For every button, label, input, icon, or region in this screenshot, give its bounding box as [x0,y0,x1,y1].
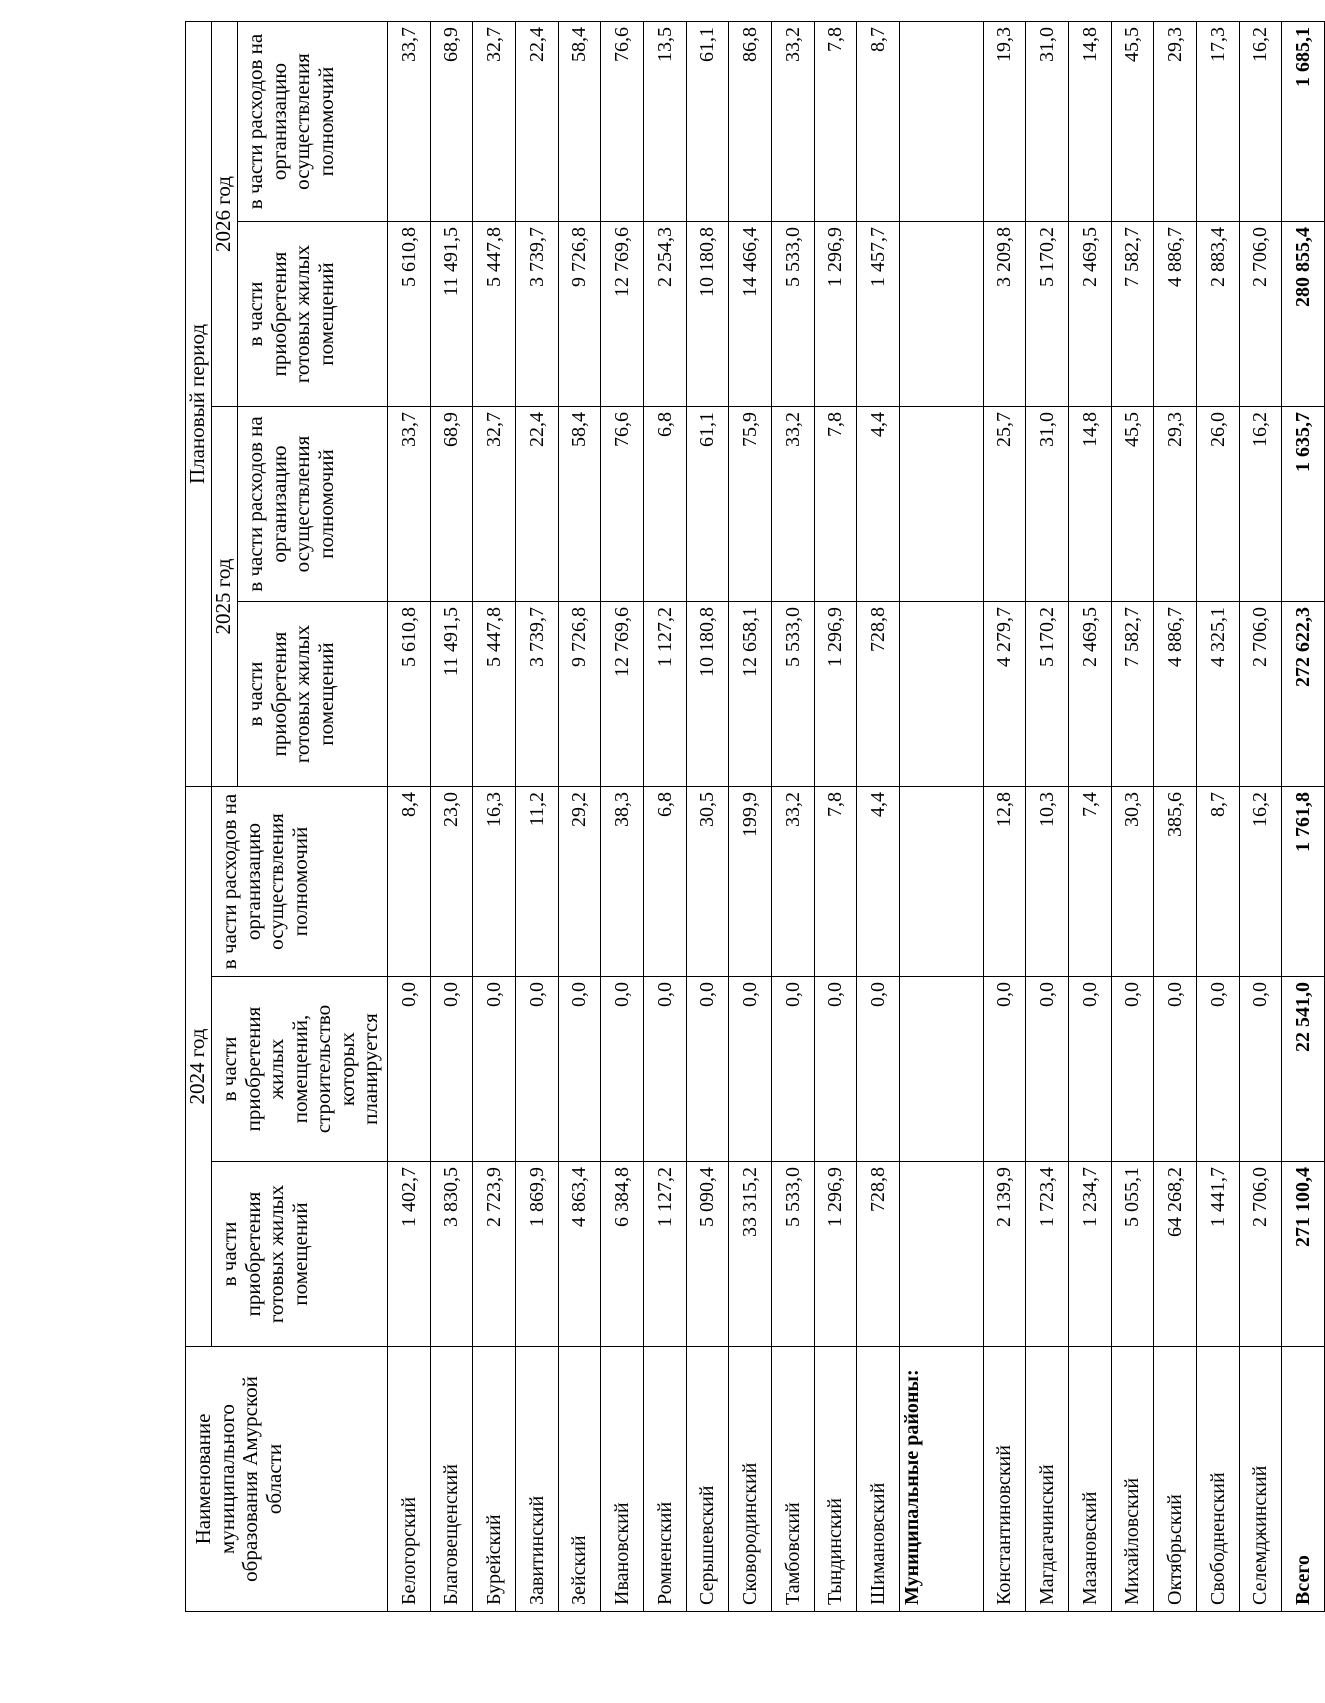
cell-purchase-2026: 2 469,5 [1068,222,1111,407]
rotated-table-wrapper [185,22,1325,1612]
cell-purchase-2024: 3 830,5 [430,1162,473,1347]
header-2026-admin: в части расходов на организацию осуществления полномочий [238,21,388,221]
cell-construction-2024: 0,0 [1068,977,1111,1162]
cell-admin-2025: 16,2 [1239,407,1282,602]
cell-admin-2024: 23,0 [430,787,473,977]
empty-cell [899,1162,983,1347]
municipality-name: Михайловский [1111,1347,1154,1612]
cell-purchase-2025: 1 296,9 [814,602,857,787]
cell-admin-2025: 32,7 [473,407,516,602]
cell-admin-2025: 75,9 [729,407,772,602]
cell-purchase-2025: 4 279,7 [983,602,1026,787]
cell-admin-2025: 76,6 [601,407,644,602]
cell-purchase-2025: 3 739,7 [515,602,558,787]
municipality-name: Октябрьский [1154,1347,1197,1612]
cell-admin-2025: 58,4 [558,407,601,602]
cell-purchase-2024: 2 139,9 [983,1162,1026,1347]
cell-purchase-2026: 14 466,4 [729,222,772,407]
cell-purchase-2026: 10 180,8 [686,222,729,407]
cell-admin-2025: 1 635,7 [1282,407,1325,602]
cell-admin-2026: 14,8 [1068,21,1111,221]
cell-admin-2025: 4,4 [857,407,900,602]
cell-admin-2024: 11,2 [515,787,558,977]
cell-purchase-2024: 64 268,2 [1154,1162,1197,1347]
cell-admin-2024: 12,8 [983,787,1026,977]
cell-purchase-2026: 2 254,3 [643,222,686,407]
cell-admin-2025: 61,1 [686,407,729,602]
municipality-name: Сковородинский [729,1347,772,1612]
cell-construction-2024: 0,0 [388,977,431,1162]
empty-cell [899,977,983,1162]
cell-purchase-2024: 271 100,4 [1282,1162,1325,1347]
cell-construction-2024: 0,0 [558,977,601,1162]
table-row [1154,21,1197,1611]
cell-purchase-2026: 5 447,8 [473,222,516,407]
cell-admin-2024: 30,3 [1111,787,1154,977]
cell-purchase-2024: 1 234,7 [1068,1162,1111,1347]
cell-admin-2024: 6,8 [643,787,686,977]
cell-purchase-2026: 7 582,7 [1111,222,1154,407]
table-row [857,21,900,1611]
cell-construction-2024: 0,0 [729,977,772,1162]
table-row [515,21,558,1611]
table-row [983,21,1026,1611]
cell-construction-2024: 0,0 [1154,977,1197,1162]
cell-purchase-2026: 9 726,8 [558,222,601,407]
cell-purchase-2025: 4 886,7 [1154,602,1197,787]
cell-admin-2026: 22,4 [515,21,558,221]
cell-construction-2024: 0,0 [686,977,729,1162]
cell-admin-2025: 14,8 [1068,407,1111,602]
cell-admin-2026: 76,6 [601,21,644,221]
cell-admin-2025: 68,9 [430,407,473,602]
header-2025-purchase: в части приобретения готовых жилых помещений [238,602,388,787]
municipality-name: Тындинский [814,1347,857,1612]
cell-admin-2024: 7,8 [814,787,857,977]
cell-purchase-2024: 2 706,0 [1239,1162,1282,1347]
table-body [388,21,1325,1611]
municipality-name: Тамбовский [771,1347,814,1612]
cell-admin-2024: 4,4 [857,787,900,977]
municipality-name: Бурейский [473,1347,516,1612]
cell-purchase-2025: 11 491,5 [430,602,473,787]
cell-admin-2026: 16,2 [1239,21,1282,221]
cell-purchase-2024: 1 127,2 [643,1162,686,1347]
cell-construction-2024: 0,0 [601,977,644,1162]
cell-admin-2026: 13,5 [643,21,686,221]
cell-admin-2025: 7,8 [814,407,857,602]
cell-purchase-2025: 10 180,8 [686,602,729,787]
municipality-name: Константиновский [983,1347,1026,1612]
cell-purchase-2026: 5 170,2 [1026,222,1069,407]
cell-admin-2026: 31,0 [1026,21,1069,221]
municipality-name: Шимановский [857,1347,900,1612]
cell-purchase-2024: 1 869,9 [515,1162,558,1347]
cell-construction-2024: 22 541,0 [1282,977,1325,1162]
table-row [1068,21,1111,1611]
cell-purchase-2025: 5 533,0 [771,602,814,787]
cell-admin-2026: 33,7 [388,21,431,221]
cell-purchase-2026: 2 883,4 [1196,222,1239,407]
cell-purchase-2025: 5 447,8 [473,602,516,787]
cell-admin-2025: 29,3 [1154,407,1197,602]
cell-admin-2024: 385,6 [1154,787,1197,977]
cell-purchase-2026: 3 209,8 [983,222,1026,407]
section-row [899,21,983,1611]
cell-admin-2024: 10,3 [1026,787,1069,977]
cell-purchase-2026: 5 610,8 [388,222,431,407]
cell-admin-2025: 33,2 [771,407,814,602]
cell-construction-2024: 0,0 [983,977,1026,1162]
cell-purchase-2024: 728,8 [857,1162,900,1347]
cell-purchase-2025: 12 769,6 [601,602,644,787]
table-header [186,21,388,1611]
cell-admin-2026: 45,5 [1111,21,1154,221]
cell-admin-2026: 86,8 [729,21,772,221]
cell-admin-2026: 68,9 [430,21,473,221]
header-2025-admin: в части расходов на организацию осуществления полномочий [238,407,388,602]
table-row [601,21,644,1611]
header-2024-construction: в части приобретения жилых помещений, строительство которых планируется [212,977,388,1162]
table-row [686,21,729,1611]
cell-admin-2026: 19,3 [983,21,1026,221]
cell-construction-2024: 0,0 [473,977,516,1162]
cell-purchase-2024: 33 315,2 [729,1162,772,1347]
cell-purchase-2026: 5 533,0 [771,222,814,407]
header-planned-period: Плановый период [186,21,212,786]
cell-purchase-2025: 728,8 [857,602,900,787]
cell-purchase-2024: 5 090,4 [686,1162,729,1347]
cell-purchase-2025: 5 610,8 [388,602,431,787]
cell-purchase-2025: 1 127,2 [643,602,686,787]
table-row [771,21,814,1611]
cell-purchase-2024: 5 055,1 [1111,1162,1154,1347]
cell-construction-2024: 0,0 [1239,977,1282,1162]
cell-purchase-2026: 12 769,6 [601,222,644,407]
cell-admin-2024: 33,2 [771,787,814,977]
table-row [729,21,772,1611]
cell-admin-2026: 8,7 [857,21,900,221]
cell-purchase-2024: 1 402,7 [388,1162,431,1347]
cell-admin-2024: 30,5 [686,787,729,977]
empty-cell [899,222,983,407]
municipality-name: Серышевский [686,1347,729,1612]
header-2024-purchase: в части приобретения готовых жилых помещений [212,1162,388,1347]
empty-cell [899,21,983,221]
header-2026: 2026 год [212,21,238,406]
municipality-name: Всего [1282,1347,1325,1612]
table-row [1026,21,1069,1611]
cell-construction-2024: 0,0 [771,977,814,1162]
table-row [473,21,516,1611]
cell-admin-2025: 22,4 [515,407,558,602]
cell-admin-2026: 58,4 [558,21,601,221]
cell-admin-2025: 33,7 [388,407,431,602]
cell-purchase-2024: 1 441,7 [1196,1162,1239,1347]
cell-purchase-2024: 1 296,9 [814,1162,857,1347]
cell-admin-2025: 25,7 [983,407,1026,602]
cell-construction-2024: 0,0 [515,977,558,1162]
municipality-name: Селемджинский [1239,1347,1282,1612]
cell-admin-2025: 6,8 [643,407,686,602]
header-2024: 2024 год [186,787,212,1347]
cell-purchase-2024: 2 723,9 [473,1162,516,1347]
cell-purchase-2025: 2 706,0 [1239,602,1282,787]
cell-purchase-2026: 1 457,7 [857,222,900,407]
municipality-name: Мазановский [1068,1347,1111,1612]
cell-admin-2024: 16,2 [1239,787,1282,977]
cell-admin-2024: 8,4 [388,787,431,977]
cell-construction-2024: 0,0 [814,977,857,1162]
cell-admin-2026: 29,3 [1154,21,1197,221]
table-row [1196,21,1239,1611]
municipality-name: Белогорский [388,1347,431,1612]
cell-admin-2026: 32,7 [473,21,516,221]
cell-purchase-2026: 1 296,9 [814,222,857,407]
cell-purchase-2026: 11 491,5 [430,222,473,407]
table-row [814,21,857,1611]
cell-admin-2024: 8,7 [1196,787,1239,977]
table-row [1239,21,1282,1611]
header-municipality: Наименование муниципального образования Амурской области [186,1347,388,1612]
header-2025: 2025 год [212,407,238,787]
cell-admin-2025: 45,5 [1111,407,1154,602]
cell-construction-2024: 0,0 [857,977,900,1162]
cell-admin-2026: 17,3 [1196,21,1239,221]
cell-construction-2024: 0,0 [643,977,686,1162]
municipality-name: Завитинский [515,1347,558,1612]
cell-purchase-2024: 6 384,8 [601,1162,644,1347]
cell-construction-2024: 0,0 [1111,977,1154,1162]
cell-purchase-2025: 5 170,2 [1026,602,1069,787]
header-2024-admin: в части расходов на организацию осуществления полномочий [212,787,388,977]
cell-purchase-2026: 4 886,7 [1154,222,1197,407]
cell-purchase-2024: 4 863,4 [558,1162,601,1347]
table-row [558,21,601,1611]
cell-admin-2026: 7,8 [814,21,857,221]
municipality-name: Благовещенский [430,1347,473,1612]
cell-purchase-2024: 1 723,4 [1026,1162,1069,1347]
empty-cell [899,407,983,602]
cell-purchase-2025: 9 726,8 [558,602,601,787]
header-2026-purchase: в части приобретения готовых жилых помещений [238,222,388,407]
cell-admin-2026: 33,2 [771,21,814,221]
cell-purchase-2025: 12 658,1 [729,602,772,787]
municipality-name: Свободненский [1196,1347,1239,1612]
municipality-name: Ивановский [601,1347,644,1612]
table-row [1111,21,1154,1611]
cell-construction-2024: 0,0 [1026,977,1069,1162]
cell-admin-2025: 26,0 [1196,407,1239,602]
cell-construction-2024: 0,0 [430,977,473,1162]
cell-purchase-2026: 2 706,0 [1239,222,1282,407]
cell-admin-2026: 61,1 [686,21,729,221]
cell-construction-2024: 0,0 [1196,977,1239,1162]
municipality-name: Ромненский [643,1347,686,1612]
subsidy-table [185,21,1325,1612]
empty-cell [899,602,983,787]
cell-admin-2024: 1 761,8 [1282,787,1325,977]
cell-purchase-2026: 280 855,4 [1282,222,1325,407]
empty-cell [899,787,983,977]
cell-purchase-2025: 4 325,1 [1196,602,1239,787]
cell-purchase-2025: 7 582,7 [1111,602,1154,787]
cell-admin-2024: 16,3 [473,787,516,977]
cell-admin-2025: 31,0 [1026,407,1069,602]
table-row [643,21,686,1611]
cell-purchase-2026: 3 739,7 [515,222,558,407]
cell-admin-2026: 1 685,1 [1282,21,1325,221]
section-label-districts: Муниципальные районы: [899,1347,983,1612]
cell-admin-2024: 38,3 [601,787,644,977]
cell-admin-2024: 7,4 [1068,787,1111,977]
total-row [1282,21,1325,1611]
table-row [430,21,473,1611]
table-row [388,21,431,1611]
cell-admin-2024: 199,9 [729,787,772,977]
cell-purchase-2025: 2 469,5 [1068,602,1111,787]
municipality-name: Зейский [558,1347,601,1612]
cell-purchase-2024: 5 533,0 [771,1162,814,1347]
municipality-name: Магдагачинский [1026,1347,1069,1612]
cell-admin-2024: 29,2 [558,787,601,977]
cell-purchase-2025: 272 622,3 [1282,602,1325,787]
